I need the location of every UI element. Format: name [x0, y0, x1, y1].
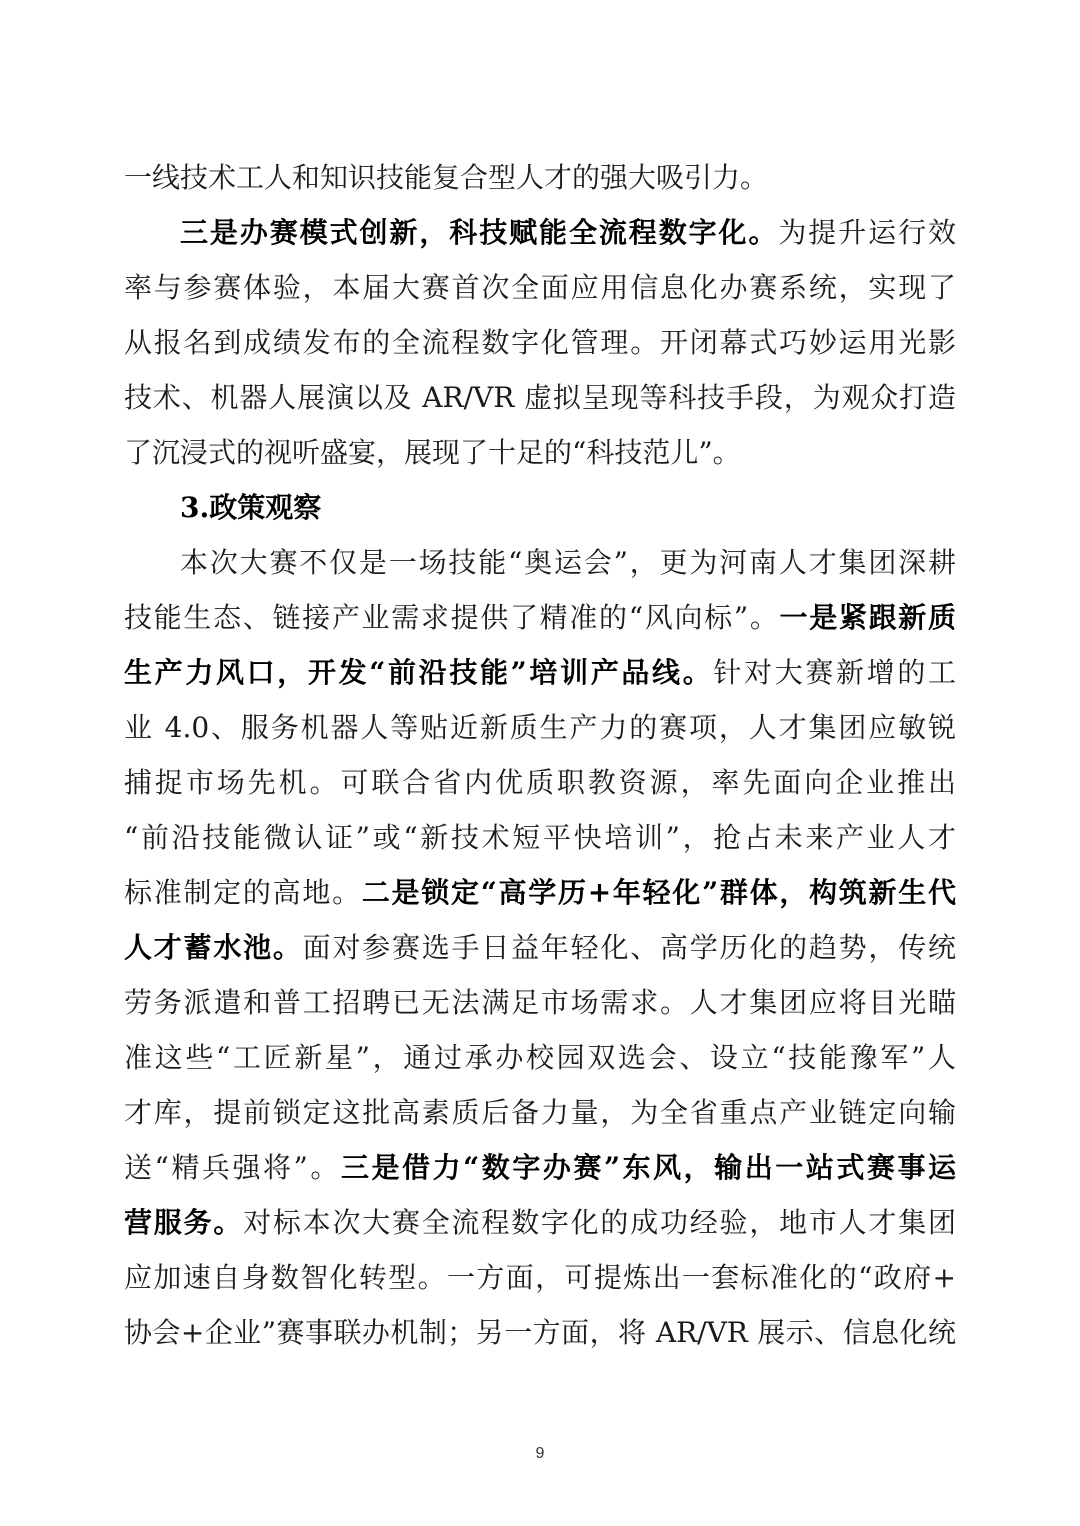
text-line [124, 150, 956, 205]
text-line [124, 865, 956, 920]
text-run: 技术、机器人展演以及 AR/VR 虚拟呈现等科技手段，为观众打造 [124, 381, 956, 414]
text-run: 准这些“工匠新星”，通过承办校园双选会、设立“技能豫军”人 [124, 1041, 956, 1074]
text-run: 才库，提前锁定这批高素质后备力量，为全省重点产业链定向输 [124, 1096, 956, 1129]
text-line [124, 755, 956, 810]
body-text [124, 150, 956, 1360]
text-run: 了沉浸式的视听盛宴，展现了十足的“科技范儿”。 [124, 436, 741, 469]
text-run: 劳务派遣和普工招聘已无法满足市场需求。人才集团应将目光瞄 [124, 986, 956, 1019]
text-line [124, 700, 956, 755]
text-run: 率与参赛体验，本届大赛首次全面应用信息化办赛系统，实现了 [124, 271, 956, 304]
bold-text-run: 人才蓄水池。 [124, 931, 303, 964]
bold-text-run: 二是锁定“高学历+年轻化”群体，构筑新生代 [361, 876, 956, 909]
bold-text-run: 3.政策观察 [180, 491, 322, 524]
text-line [124, 370, 956, 425]
text-run: 为提升运行效 [778, 216, 956, 249]
text-run: 捕捉市场先机。可联合省内优质职教资源，率先面向企业推出 [124, 766, 956, 799]
text-line [124, 975, 956, 1030]
text-run: 标准制定的高地。 [124, 876, 362, 909]
text-run: 技能生态、链接产业需求提供了精准的“风向标”。 [124, 601, 780, 634]
text-line [124, 425, 956, 480]
text-run: 一线技术工人和知识技能复合型人才的强大吸引力。 [124, 161, 769, 194]
bold-text-run: 三是办赛模式创新，科技赋能全流程数字化。 [180, 216, 779, 249]
text-line [124, 590, 956, 645]
text-run: 从报名到成绩发布的全流程数字化管理。开闭幕式巧妙运用光影 [124, 326, 956, 359]
text-line [124, 205, 956, 260]
text-run: 对标本次大赛全流程数字化的成功经验，地市人才集团 [243, 1206, 956, 1239]
text-run: 业 4.0、服务机器人等贴近新质生产力的赛项，人才集团应敏锐 [124, 711, 956, 744]
text-run: 面对参赛选手日益年轻化、高学历化的趋势，传统 [302, 931, 956, 964]
text-run: “前沿技能微认证”或“新技术短平快培训”，抢占未来产业人才 [124, 821, 956, 854]
text-line [124, 1305, 956, 1360]
text-line [124, 260, 956, 315]
text-line [124, 535, 956, 590]
text-run: 送“精兵强将”。 [124, 1151, 341, 1184]
text-line [124, 480, 956, 535]
text-run: 协会+企业”赛事联办机制；另一方面，将 AR/VR 展示、信息化统 [124, 1316, 956, 1349]
bold-text-run: 三是借力“数字办赛”东风，输出一站式赛事运 [340, 1151, 956, 1184]
text-line [124, 1030, 956, 1085]
text-run: 针对大赛新增的工 [713, 656, 956, 689]
text-line [124, 920, 956, 975]
text-line [124, 1195, 956, 1250]
text-line [124, 315, 956, 370]
text-run: 本次大赛不仅是一场技能“奥运会”，更为河南人才集团深耕 [180, 546, 956, 579]
bold-text-run: 营服务。 [124, 1206, 244, 1239]
text-line [124, 1140, 956, 1195]
text-run: 应加速自身数智化转型。一方面，可提炼出一套标准化的“政府+ [124, 1261, 956, 1294]
text-line [124, 645, 956, 700]
text-line [124, 1250, 956, 1305]
bold-text-run: 生产力风口，开发“前沿技能”培训产品线。 [124, 656, 714, 689]
page-number: 9 [535, 1445, 545, 1462]
text-line [124, 1085, 956, 1140]
bold-text-run: 一是紧跟新质 [779, 601, 956, 634]
text-line [124, 810, 956, 865]
